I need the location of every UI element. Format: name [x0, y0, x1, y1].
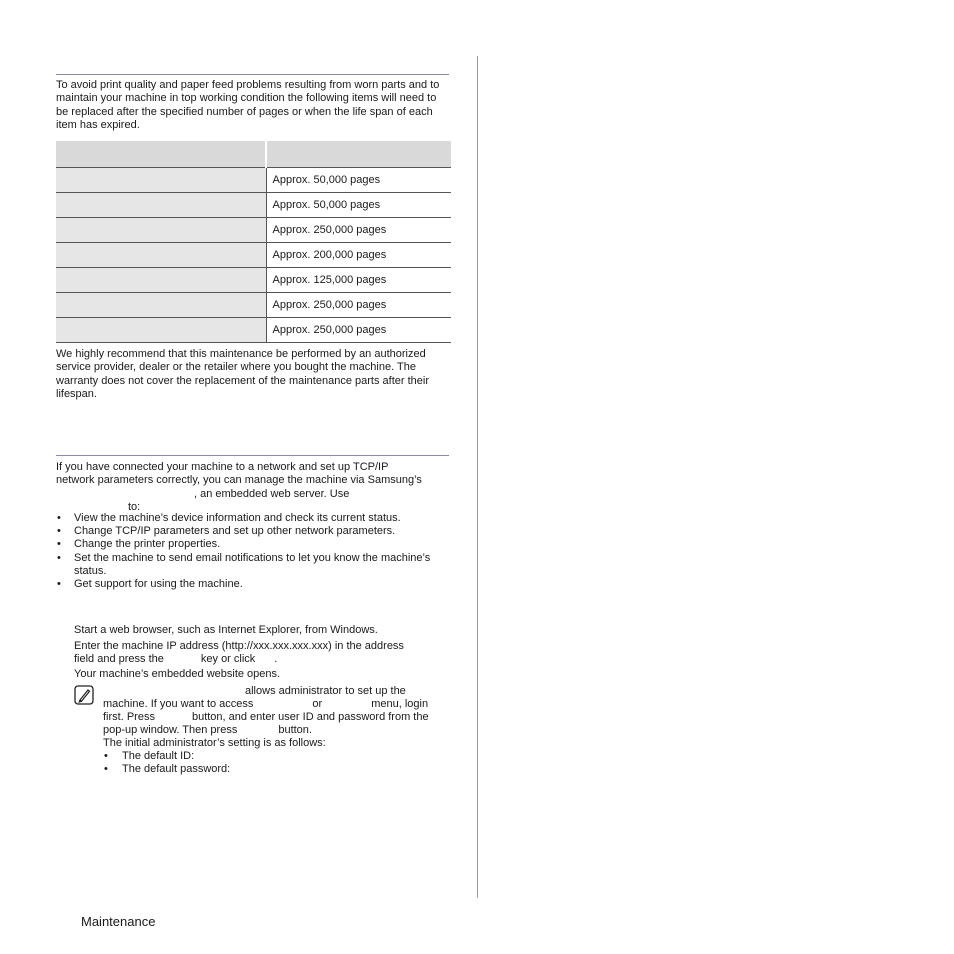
part-name-cell [56, 293, 266, 318]
table-row [56, 168, 451, 193]
bullet-icon: • [104, 763, 108, 775]
list-item [56, 512, 446, 525]
list-item-text: Change the printer properties. [74, 538, 221, 551]
intro-line-3: , an embedded web server. Use [194, 487, 350, 500]
feature-list [56, 512, 446, 591]
list-item-text: Change TCP/IP parameters and set up other network parameters. [74, 525, 396, 538]
part-name-cell [56, 168, 266, 193]
table-header-row [56, 141, 451, 168]
bullet-icon: • [57, 578, 61, 591]
list-item [103, 763, 448, 776]
list-item-text: Get support for using the machine. [74, 578, 243, 591]
bullet-icon: • [57, 525, 61, 538]
list-item-text: The default ID: [122, 750, 195, 762]
part-life-cell: Approx. 250,000 pages [266, 318, 451, 343]
note-line-2: machine. If you want to access or menu, login [103, 698, 429, 710]
maintenance-intro: To avoid print quality and paper feed problems resulting from worn parts and to maintain your machine in top working condition the following items will need to be replaced after the specified number of pages or when the life span of each item has expired. [56, 79, 440, 131]
table-row [56, 218, 451, 243]
part-name-cell [56, 193, 266, 218]
table-row [56, 293, 451, 318]
bullet-icon: • [57, 512, 61, 524]
maintenance-recommendation: We highly recommend that this maintenance be performed by an authorized service provider, dealer or the retailer where you bought the machine. The warranty does not cover the replacement of the maintenance parts after their lifespan. [56, 348, 429, 400]
maintenance-parts-table [56, 141, 451, 343]
part-name-cell [56, 243, 266, 268]
part-life-cell: Approx. 50,000 pages [266, 168, 451, 193]
list-item-text: The default password: [122, 763, 231, 775]
section-rule-middle [56, 455, 449, 456]
table-row [56, 243, 451, 268]
step-3: Your machine’s embedded website opens. [74, 668, 281, 680]
list-item [56, 525, 446, 538]
intro-line-4: to: [128, 500, 141, 513]
part-life-cell: Approx. 50,000 pages [266, 193, 451, 218]
list-item [103, 750, 448, 763]
part-name-cell [56, 268, 266, 293]
step-2-press: field and press the [74, 653, 164, 666]
note-pencil-icon [74, 685, 94, 705]
list-item [56, 552, 446, 578]
step-1: Start a web browser, such as Internet Explorer, from Windows. [74, 624, 378, 636]
table-row [56, 193, 451, 218]
bullet-icon: • [104, 750, 108, 762]
part-life-cell: Approx. 125,000 pages [266, 268, 451, 293]
section-rule-top [56, 74, 449, 75]
note-line-3: first. Press button, and enter user ID and password from the [103, 711, 429, 723]
list-item-text: Set the machine to send email notifications to let you know the machine’s status. [74, 551, 431, 577]
part-name-cell [56, 218, 266, 243]
intro-line-1: If you have connected your machine to a network and set up TCP/IP [56, 461, 389, 473]
list-item [56, 578, 446, 591]
step-2-line-1: Enter the machine IP address (http://xxx.xxx.xxx.xxx) in the address [74, 640, 404, 652]
table-row [56, 268, 451, 293]
part-life-cell: Approx. 200,000 pages [266, 243, 451, 268]
table-body [56, 168, 451, 343]
admin-default-list [103, 750, 448, 776]
header-cell-life [266, 141, 451, 168]
footer-section-name: Maintenance [81, 914, 156, 929]
note-line-4: pop-up window. Then press button. [103, 724, 312, 736]
step-2-key: key or click [200, 653, 256, 666]
note-line-5: The initial administrator’s setting is as follows: [103, 737, 326, 749]
part-life-cell: Approx. 250,000 pages [266, 293, 451, 318]
web-service-intro [56, 461, 451, 514]
list-item [56, 538, 446, 551]
part-name-cell [56, 318, 266, 343]
bullet-icon: • [57, 551, 61, 564]
list-item-text: View the machine’s device information and check its current status. [74, 512, 401, 524]
header-cell-items [56, 141, 266, 168]
bullet-icon: • [57, 538, 61, 551]
column-divider [477, 56, 478, 898]
admin-note [103, 685, 448, 776]
part-life-cell: Approx. 250,000 pages [266, 218, 451, 243]
note-line-1: allows administrator to set up the [245, 685, 406, 697]
intro-line-2: network parameters correctly, you can manage the machine via Samsung’s [56, 474, 422, 487]
table-row [56, 318, 451, 343]
step-2-end: . [274, 653, 278, 666]
step-2 [74, 640, 449, 667]
